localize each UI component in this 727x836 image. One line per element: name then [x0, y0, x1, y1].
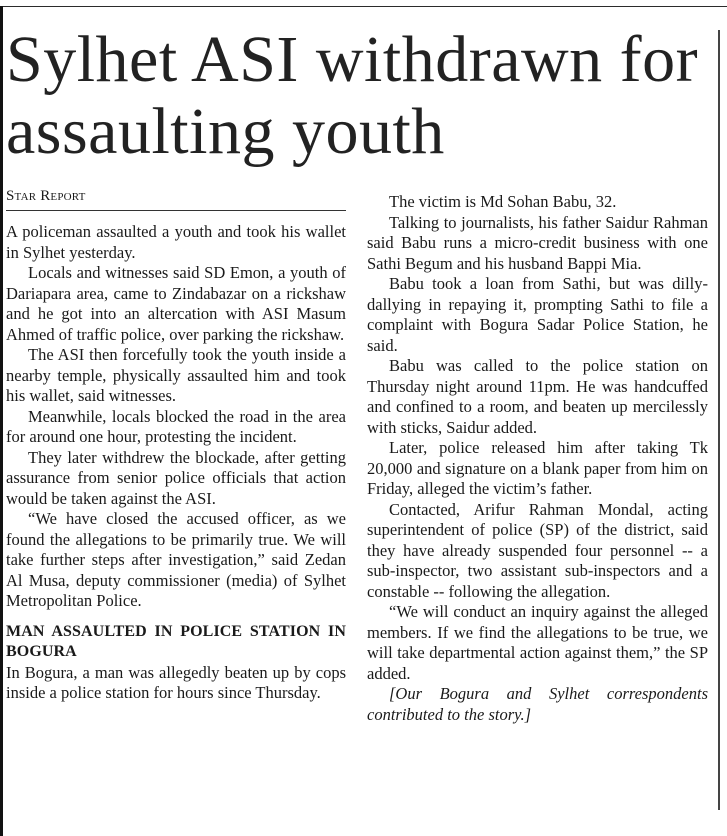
- top-rule: [0, 6, 727, 7]
- paragraph: A policeman assaulted a youth and took his wallet in Sylhet yesterday.: [6, 222, 346, 262]
- headline: Sylhet ASI withdrawn for assaulting youth: [6, 23, 699, 168]
- subhead: MAN ASSAULTED IN POLICE STATION IN BOGURA: [6, 622, 346, 660]
- byline-rule: [6, 210, 346, 211]
- page-right-edge: [718, 30, 720, 810]
- paragraph: Locals and witnesses said SD Emon, a youth of Dariapara area, came to Zindabazar on a rickshaw and he got into an altercation with ASI Masum Ahmed of traffic police, over parking the rickshaw.: [6, 263, 346, 344]
- paragraph: Contacted, Arifur Rahman Mondal, acting superintendent of police (SP) of the district, said they have already suspended four personnel -- a sub-inspector, two assistant sub-inspectors and a constable -- following the allegation.: [367, 499, 708, 601]
- contributor-credit: [Our Bogura and Sylhet correspondents contributed to the story.]: [367, 684, 708, 724]
- right-column: [367, 192, 708, 725]
- byline: Star Report: [6, 188, 86, 204]
- paragraph: Babu was called to the police station on Thursday night around 11pm. He was handcuffed and confined to a room, and beaten up mercilessly with sticks, Saidur added.: [367, 356, 708, 437]
- paragraph: Talking to journalists, his father Saidur Rahman said Babu runs a micro-credit business with one Sathi Begum and his husband Bappi Mia.: [367, 212, 708, 273]
- paragraph: They later withdrew the blockade, after getting assurance from senior police officials that action would be taken against the ASI.: [6, 447, 346, 508]
- paragraph: In Bogura, a man was allegedly beaten up by cops inside a police station for hours since Thursday.: [6, 662, 346, 702]
- paragraph: “We have closed the accused officer, as we found the allegations to be primarily true. We will take further steps after investigation,” said Zedan Al Musa, deputy commissioner (media) of Sylhet Metropolitan Police.: [6, 509, 346, 610]
- paragraph: The ASI then forcefully took the youth inside a nearby temple, physically assaulted him and took his wallet, said witnesses.: [6, 345, 346, 405]
- page-left-edge: [0, 6, 3, 836]
- paragraph: Meanwhile, locals blocked the road in the area for around one hour, protesting the incident.: [6, 406, 346, 446]
- paragraph: Babu took a loan from Sathi, but was dilly-dallying in repaying it, prompting Sathi to file a complaint with Bogura Sadar Police Station, he said.: [367, 274, 708, 355]
- paragraph: Later, police released him after taking Tk 20,000 and signature on a blank paper from him on Friday, alleged the victim’s father.: [367, 438, 708, 498]
- paragraph: “We will conduct an inquiry against the alleged members. If we find the allegations to be true, we will take departmental action against them,” the SP added.: [367, 602, 708, 683]
- paragraph: The victim is Md Sohan Babu, 32.: [389, 192, 617, 211]
- left-column: [6, 222, 346, 704]
